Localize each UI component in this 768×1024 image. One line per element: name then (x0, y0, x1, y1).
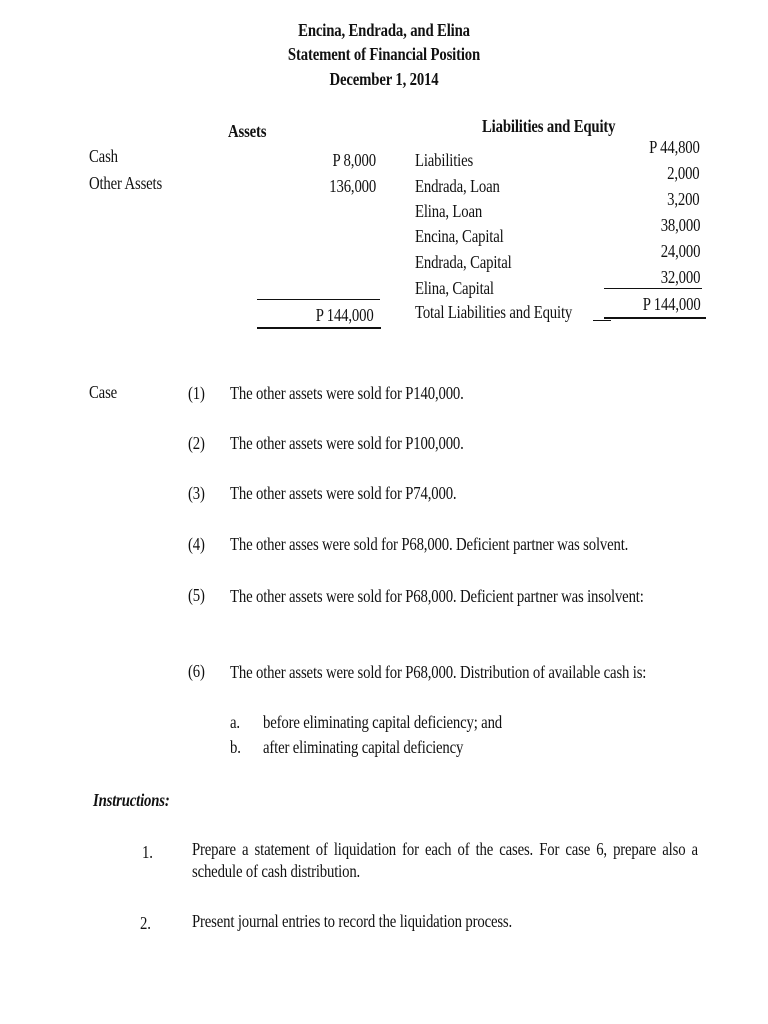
liability-amount-elina-loan: 3,200 (667, 189, 700, 209)
instructions-heading: Instructions: (93, 790, 170, 810)
assets-total-amount: P 144,000 (316, 305, 374, 325)
asset-amount-other-assets: 136,000 (329, 176, 376, 196)
case-text: The other assets were sold for P68,000. Deficient partner was insolvent: (230, 586, 644, 606)
assets-total-rule-top (257, 299, 380, 300)
liability-amount-endrada-loan: 2,000 (667, 163, 700, 183)
equity-amount-endrada-capital: 24,000 (660, 241, 700, 261)
statement-date: December 1, 2014 (329, 69, 439, 89)
equity-label-endrada-capital: Endrada, Capital (415, 252, 512, 272)
case-text: The other assets were sold for P68,000. Distribution of available cash is: (230, 662, 647, 682)
case-number: (2) (188, 433, 205, 453)
equity-label-encina-capital: Encina, Capital (415, 226, 504, 246)
liability-label-elina-loan: Elina, Loan (415, 201, 483, 221)
case-label: Case (89, 382, 118, 402)
equity-label-elina-capital: Elina, Capital (415, 278, 494, 298)
case-subitem-letter: b. (230, 737, 241, 757)
assets-total-rule-bottom (257, 327, 381, 329)
case-number: (6) (188, 661, 205, 681)
total-liabilities-equity-amount: P 144,000 (643, 294, 701, 314)
instruction-number: 1. (142, 842, 153, 862)
case-text: The other asses were sold for P68,000. Deficient partner was solvent. (230, 534, 629, 554)
liability-amount-liabilities: P 44,800 (649, 137, 700, 157)
case-number: (1) (188, 383, 205, 403)
case-text: The other assets were sold for P74,000. (230, 483, 457, 503)
instruction-text: Present journal entries to record the liquidation process. (192, 911, 513, 931)
instruction-text: Prepare a statement of liquidation for each of the cases. For case 6, prepare also a schedule of cash distribution. (192, 839, 698, 881)
equity-amount-elina-capital: 32,000 (660, 267, 700, 287)
case-subitem-text: before eliminating capital deficiency; and (263, 712, 503, 732)
liability-label-liabilities: Liabilities (415, 150, 474, 170)
instruction-number: 2. (140, 913, 151, 933)
case-number: (5) (188, 585, 205, 605)
equity-amount-encina-capital: 38,000 (660, 215, 700, 235)
statement-title: Statement of Financial Position (287, 44, 481, 64)
liabilities-total-rule-bottom (604, 317, 706, 319)
liabilities-total-rule-top (604, 288, 702, 289)
asset-label-cash: Cash (89, 146, 118, 166)
asset-amount-cash: P 8,000 (332, 150, 376, 170)
liabilities-equity-heading: Liabilities and Equity (482, 116, 616, 136)
liability-label-endrada-loan: Endrada, Loan (415, 176, 500, 196)
case-number: (3) (188, 483, 205, 503)
case-subitem-letter: a. (230, 712, 240, 732)
company-name: Encina, Endrada, and Elina (298, 20, 470, 40)
case-text: The other assets were sold for P140,000. (230, 383, 464, 403)
assets-heading: Assets (228, 121, 267, 141)
case-subitem-text: after eliminating capital deficiency (263, 737, 464, 757)
case-text: The other assets were sold for P100,000. (230, 433, 464, 453)
case-number: (4) (188, 534, 205, 554)
total-liabilities-equity-label: Total Liabilities and Equity (415, 302, 573, 322)
total-label-underline (593, 320, 611, 321)
asset-label-other-assets: Other Assets (89, 173, 163, 193)
